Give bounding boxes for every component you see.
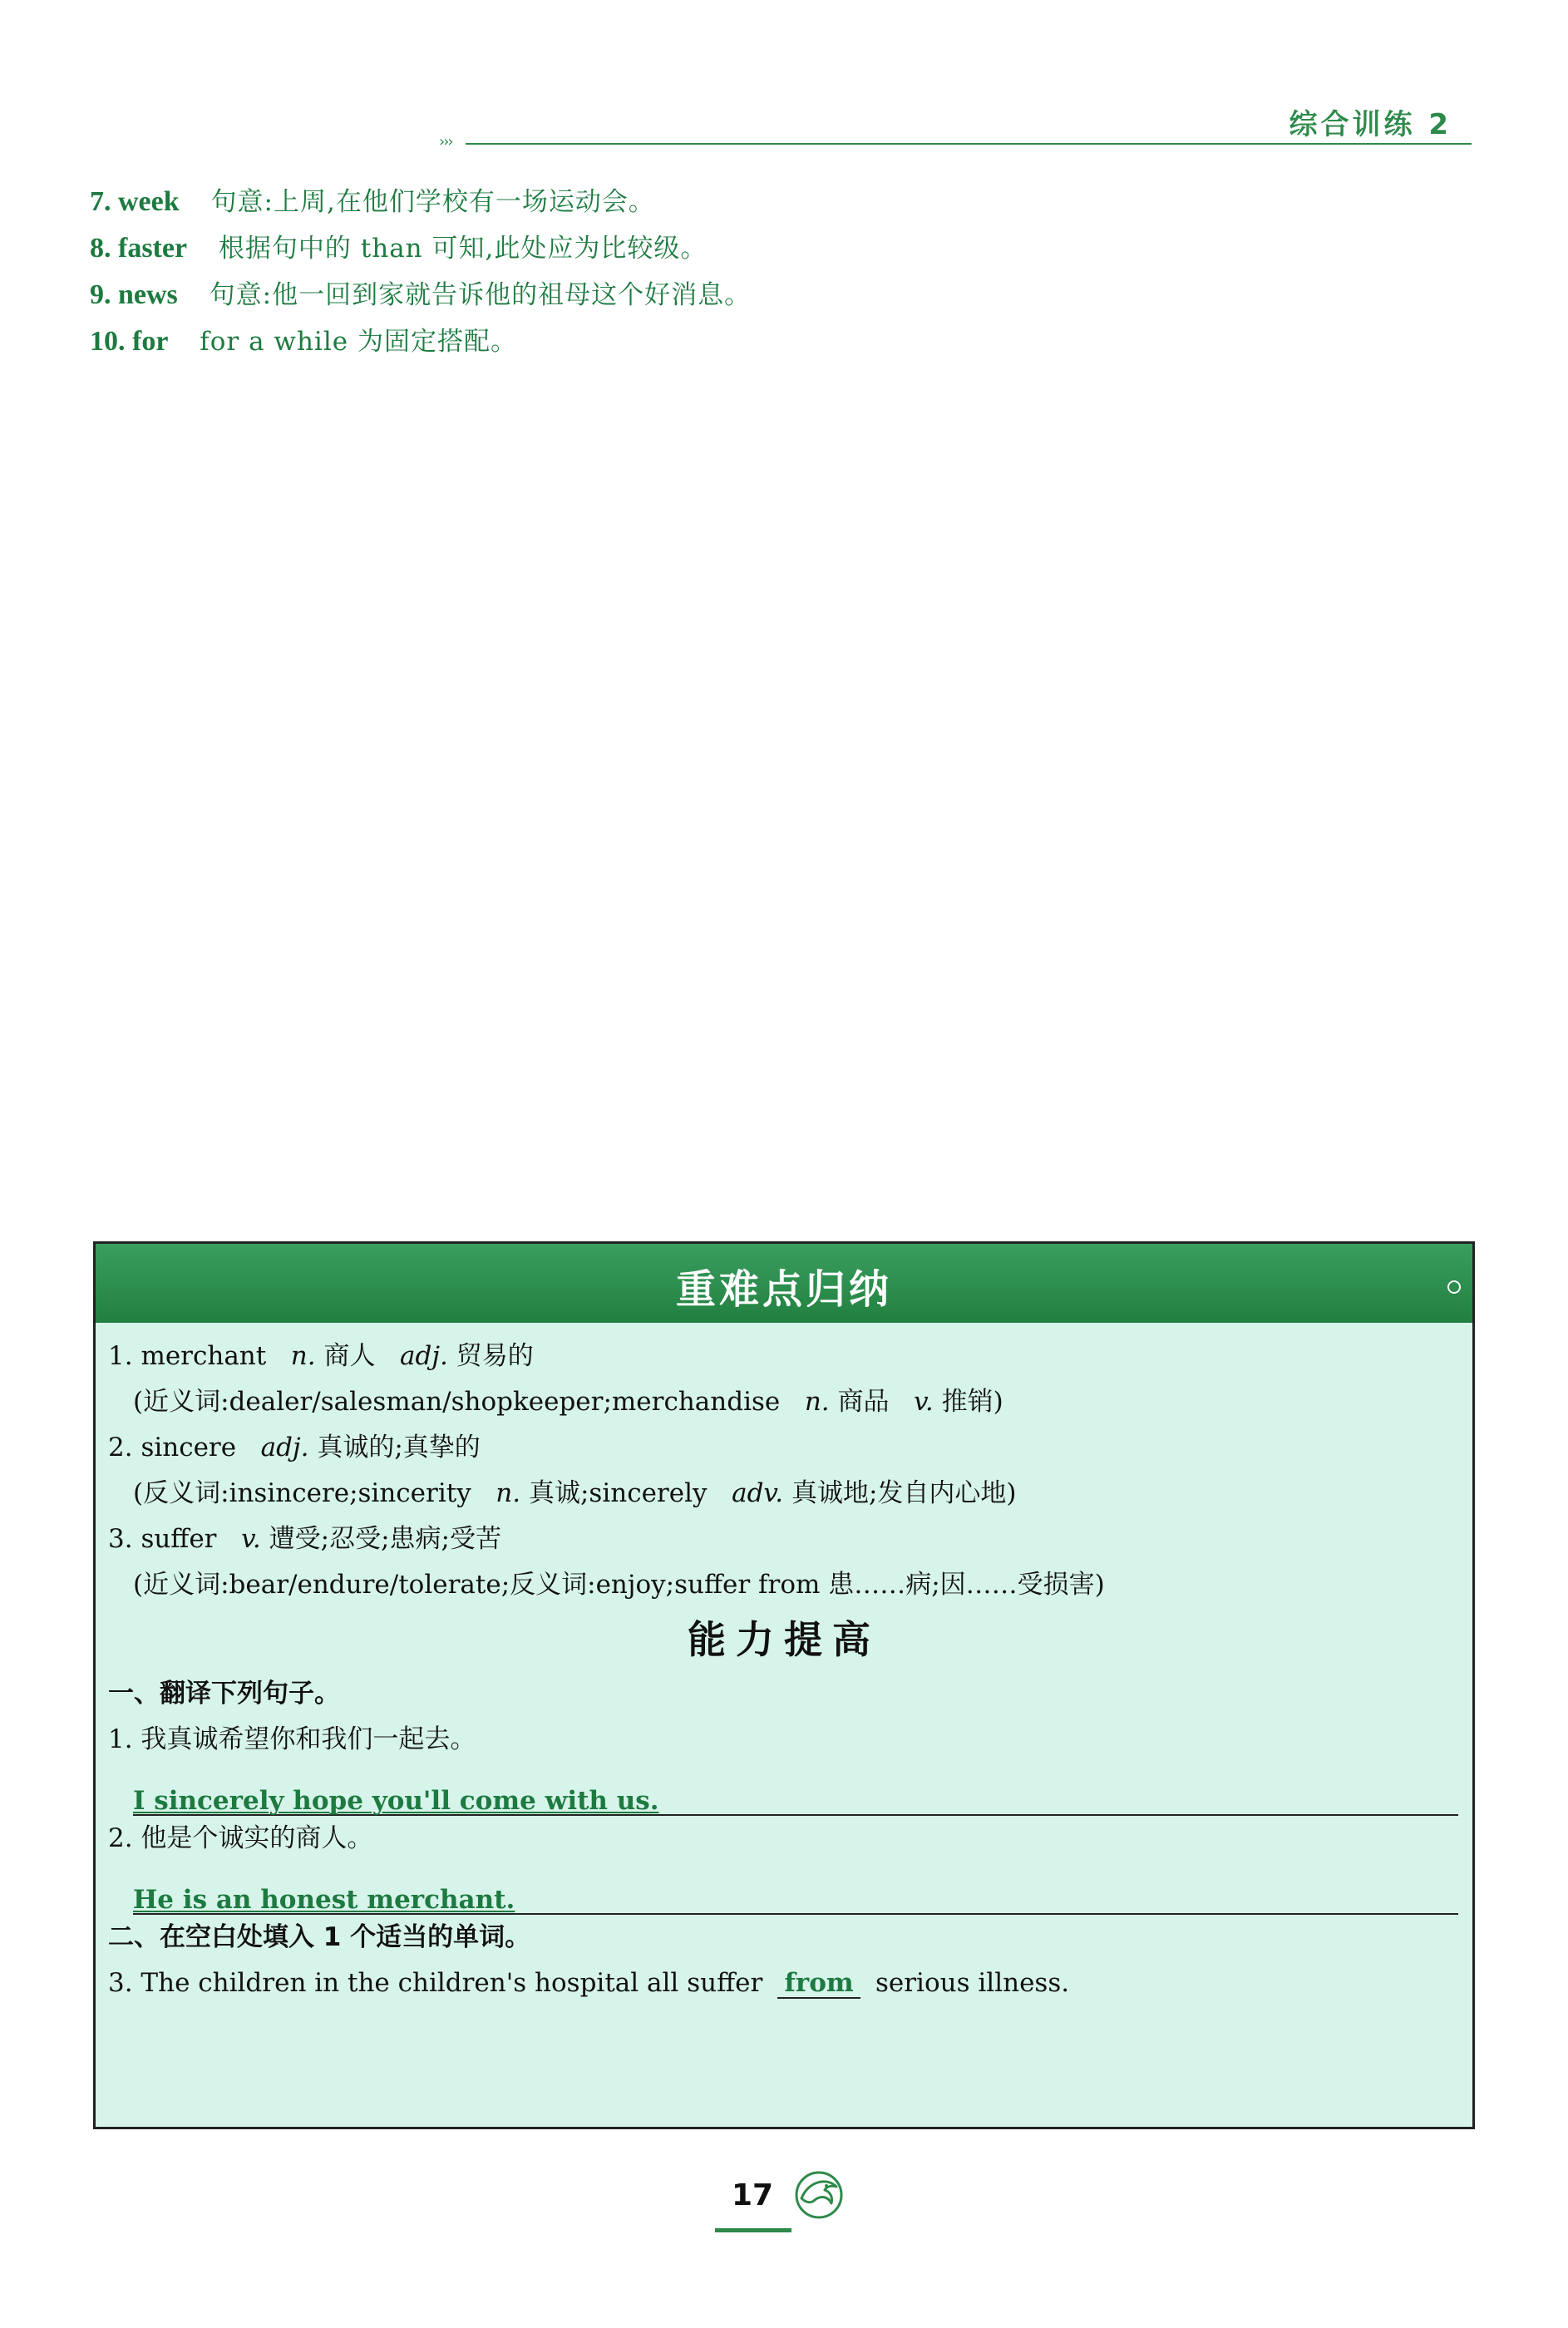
circle-icon: [1447, 1280, 1461, 1294]
key-point-word: sincere: [141, 1433, 237, 1462]
answer-key: 7. week: [90, 186, 180, 217]
question: 2. 他是个诚实的商人。: [108, 1823, 373, 1853]
answer-note: 根据句中的 than 可知,此处应为比较级。: [218, 234, 708, 264]
meaning: 贸易的: [456, 1341, 534, 1371]
part-of-speech: v.: [241, 1524, 261, 1554]
key-point-detail: [108, 1562, 1460, 1608]
part-of-speech: n.: [496, 1478, 521, 1508]
key-point-number: 1.: [108, 1341, 133, 1371]
answer-row: [90, 272, 751, 318]
question-text: 3. The children in the children's hospital all suffer: [108, 1968, 763, 1998]
key-point-number: 2.: [108, 1433, 133, 1462]
answer-key: 9. news: [90, 279, 178, 310]
answer-row: [90, 179, 751, 225]
part-of-speech: adj.: [400, 1341, 448, 1371]
answer-row: [90, 225, 751, 272]
detail-text: 商品: [837, 1387, 890, 1417]
fill-blank-question: [108, 1961, 1460, 2006]
key-point-line: [108, 1425, 1460, 1471]
part-heading: 一、翻译下列句子。: [108, 1679, 340, 1709]
header-rule: [466, 143, 1472, 145]
detail-text: (近义词:dealer/salesman/shopkeeper;merchandise: [133, 1387, 781, 1417]
answer-note: for a while 为固定搭配。: [200, 327, 517, 357]
key-points-box: [93, 1241, 1475, 2129]
question-text: serious illness.: [875, 1968, 1070, 1998]
answer-list: [90, 179, 751, 365]
part-of-speech: v.: [914, 1387, 934, 1417]
box-body: [108, 1334, 1460, 2006]
box-header: [96, 1244, 1472, 1323]
answer-text: He is an honest merchant.: [133, 1885, 515, 1915]
blank-answer: from: [777, 1969, 860, 1999]
answer-note: 句意:上周,在他们学校有一场运动会。: [210, 187, 655, 217]
part-heading: 二、在空白处填入 1 个适当的单词。: [108, 1922, 531, 1952]
answer-line: [133, 1862, 1458, 1915]
meaning: 商人: [323, 1341, 376, 1371]
key-point-detail: [108, 1471, 1460, 1517]
key-point-line: [108, 1517, 1460, 1562]
answer-key: 10. for: [90, 326, 169, 357]
detail-text: (反义词:insincere;sincerity: [133, 1478, 471, 1508]
part-of-speech: n.: [290, 1341, 316, 1371]
key-point-word: suffer: [141, 1524, 217, 1554]
box-title: 重难点归纳: [675, 1266, 892, 1313]
detail-text: 真诚地;发自内心地): [791, 1478, 1017, 1508]
key-point-line: [108, 1334, 1460, 1379]
part-of-speech: adj.: [260, 1433, 309, 1462]
page-number-rule: [715, 2228, 791, 2232]
detail-text: 真诚;sincerely: [528, 1478, 708, 1508]
answer-note: 句意:他一回到家就告诉他的祖母这个好消息。: [209, 280, 752, 310]
meaning: 真诚的;真挚的: [317, 1433, 481, 1462]
answer-key: 8. faster: [90, 233, 188, 264]
key-point-number: 3.: [108, 1524, 133, 1554]
page-number: 17: [731, 2178, 774, 2212]
part-of-speech: adv.: [732, 1478, 784, 1508]
key-point-detail: [108, 1379, 1460, 1425]
meaning: 遭受;忍受;患病;受苦: [269, 1524, 501, 1554]
answer-row: [90, 318, 751, 365]
answer-line: [133, 1763, 1458, 1816]
key-point-word: merchant: [141, 1341, 267, 1371]
detail-text: 推销): [941, 1387, 1003, 1417]
header-title: 综合训练 2: [1289, 108, 1452, 141]
detail-text: (近义词:bear/endure/tolerate;反义词:enjoy;suffer from 患……病;因……受损害): [133, 1570, 1105, 1600]
section-title: 能力提高: [688, 1617, 880, 1662]
answer-text: I sincerely hope you'll come with us.: [133, 1786, 659, 1816]
dolphin-logo-icon: [790, 2163, 848, 2222]
header-arrows: ›››: [439, 133, 452, 150]
part-of-speech: n.: [804, 1387, 830, 1417]
question: 1. 我真诚希望你和我们一起去。: [108, 1724, 476, 1754]
